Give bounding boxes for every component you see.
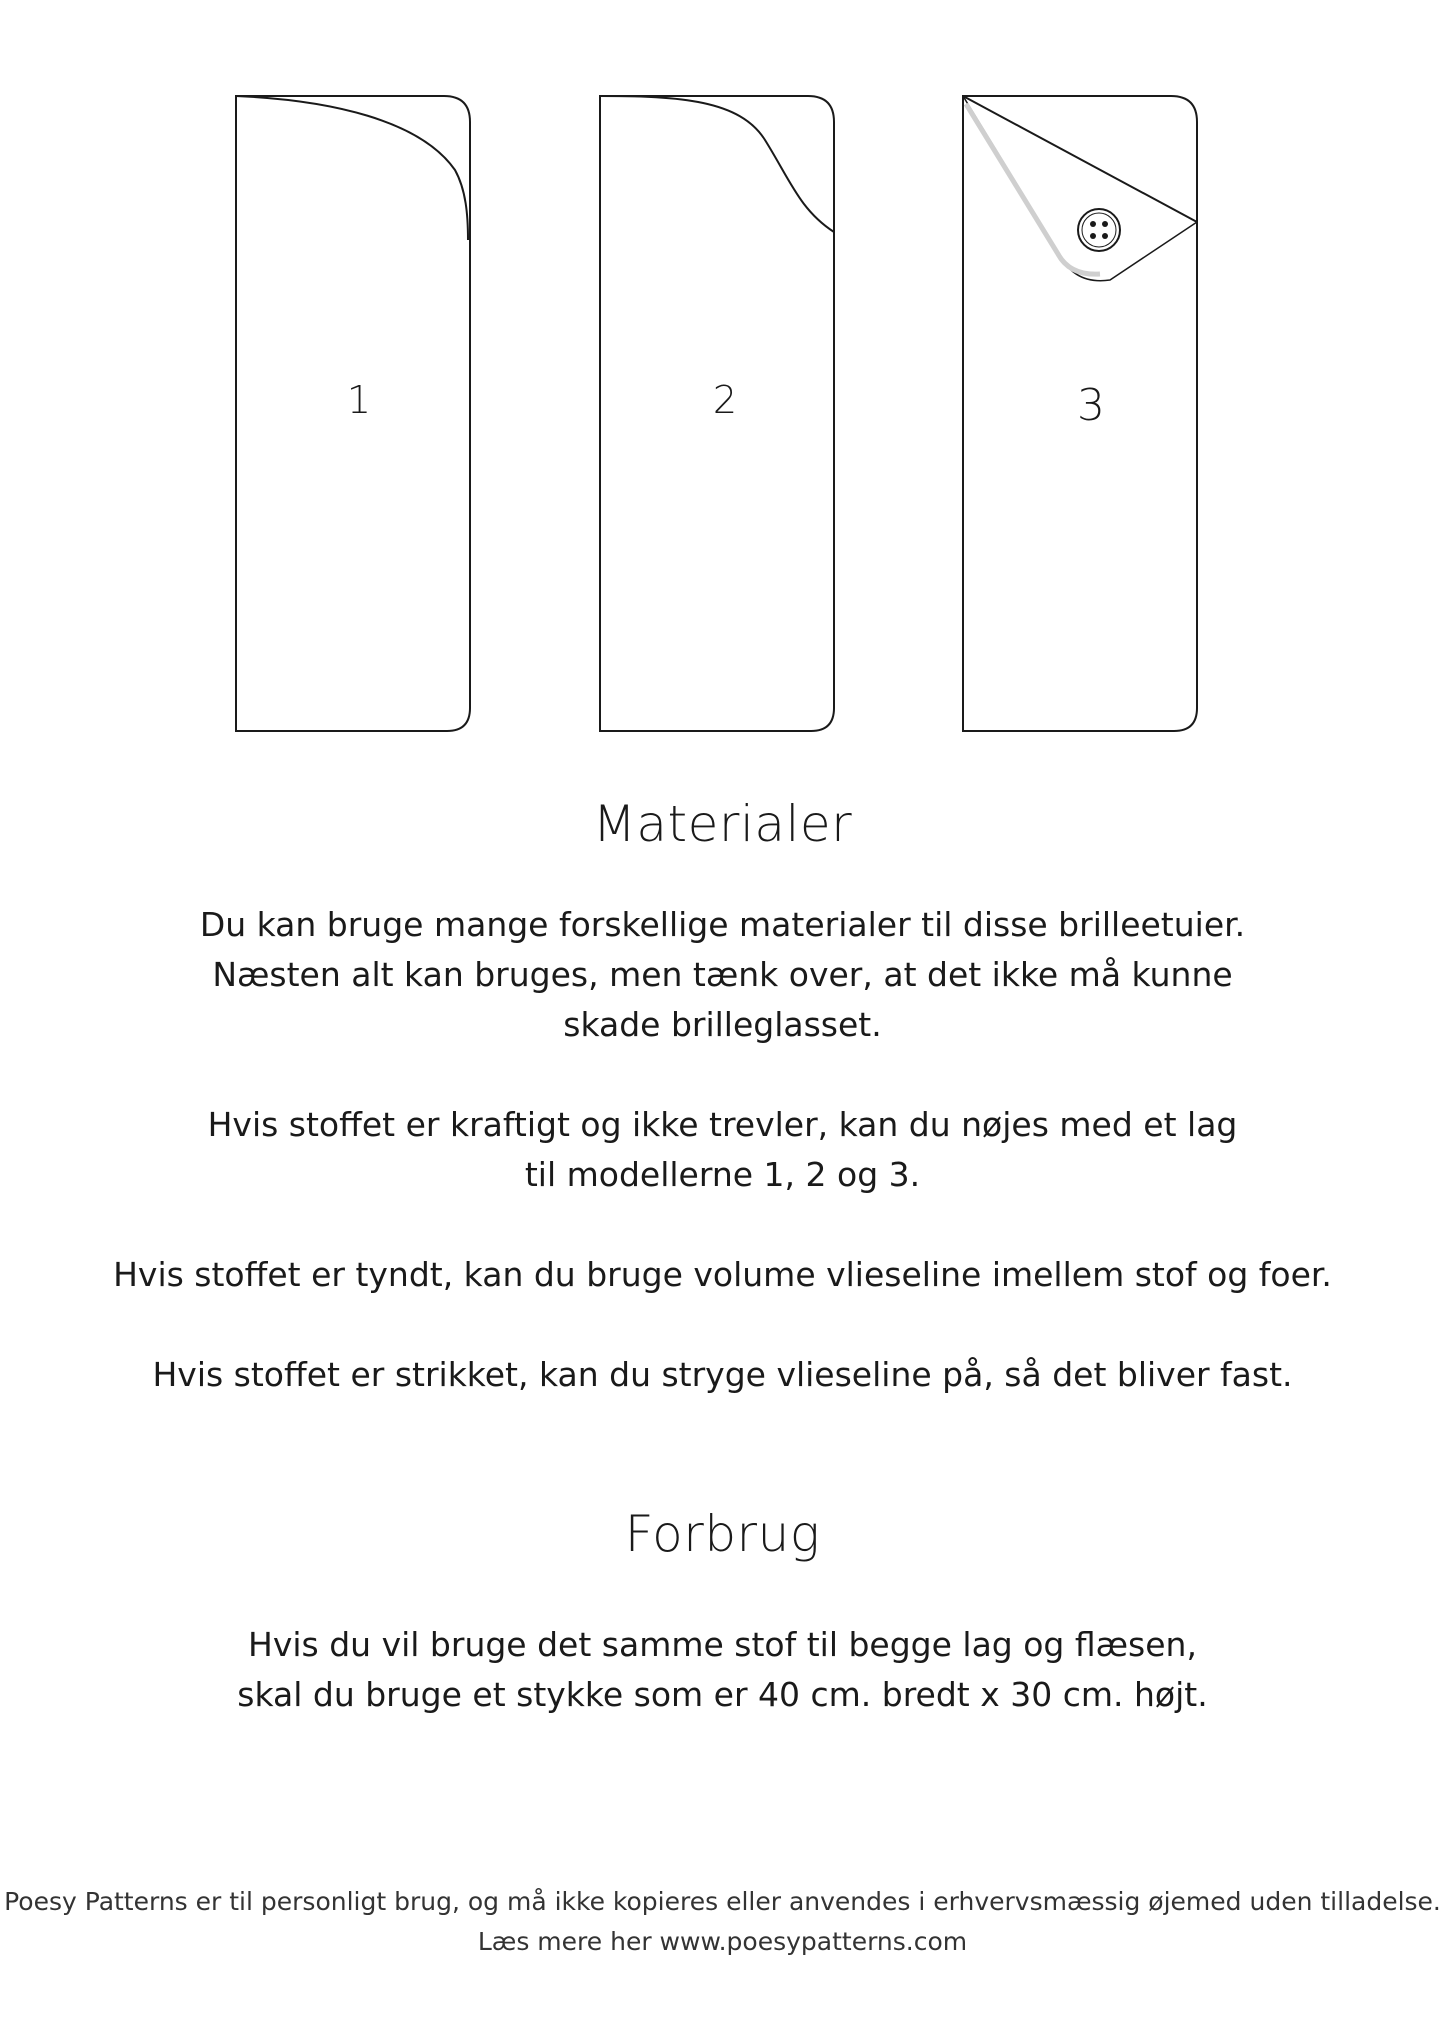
materials-paragraph-2: Hvis stoffet er kraftigt og ikke trevler, kan du nøjes med et lag til modellerne 1, 2 og 3. (207, 1105, 1238, 1194)
usage-paragraph: Hvis du vil bruge det samme stof til begge lag og flæsen, skal du bruge et stykke som er 40 cm. bredt x 30 cm. højt. (237, 1625, 1208, 1714)
usage-heading: Forbrug (624, 1505, 821, 1563)
materials-paragraph-3: Hvis stoffet er tyndt, kan du bruge volume vlieseline imellem stof og foer. (113, 1255, 1332, 1294)
materials-paragraph-4: Hvis stoffet er strikket, kan du stryge vlieseline på, så det bliver fast. (152, 1355, 1293, 1394)
button-icon (1078, 209, 1120, 251)
materials-paragraph-1: Du kan bruge mange forskellige materialer til disse brilleetuier. Næsten alt kan bruges, men tænk over, at det ikke må kunne skade brilleglasset. (199, 905, 1246, 1044)
model-3-number: 3 (1077, 380, 1105, 431)
footer-website: Læs mere her www.poesypatterns.com (477, 1927, 968, 1956)
glasses-case-illustrations (0, 0, 1445, 760)
footer-copyright: Poesy Patterns er til personligt brug, og må ikke kopieres eller anvendes i erhvervsmæssig øjemed uden tilladelse. (4, 1887, 1441, 1916)
model-1-number: 1 (346, 378, 372, 422)
model-2-number: 2 (712, 378, 738, 422)
footer (0, 1882, 1445, 1962)
materials-heading: Materialer (592, 795, 853, 853)
